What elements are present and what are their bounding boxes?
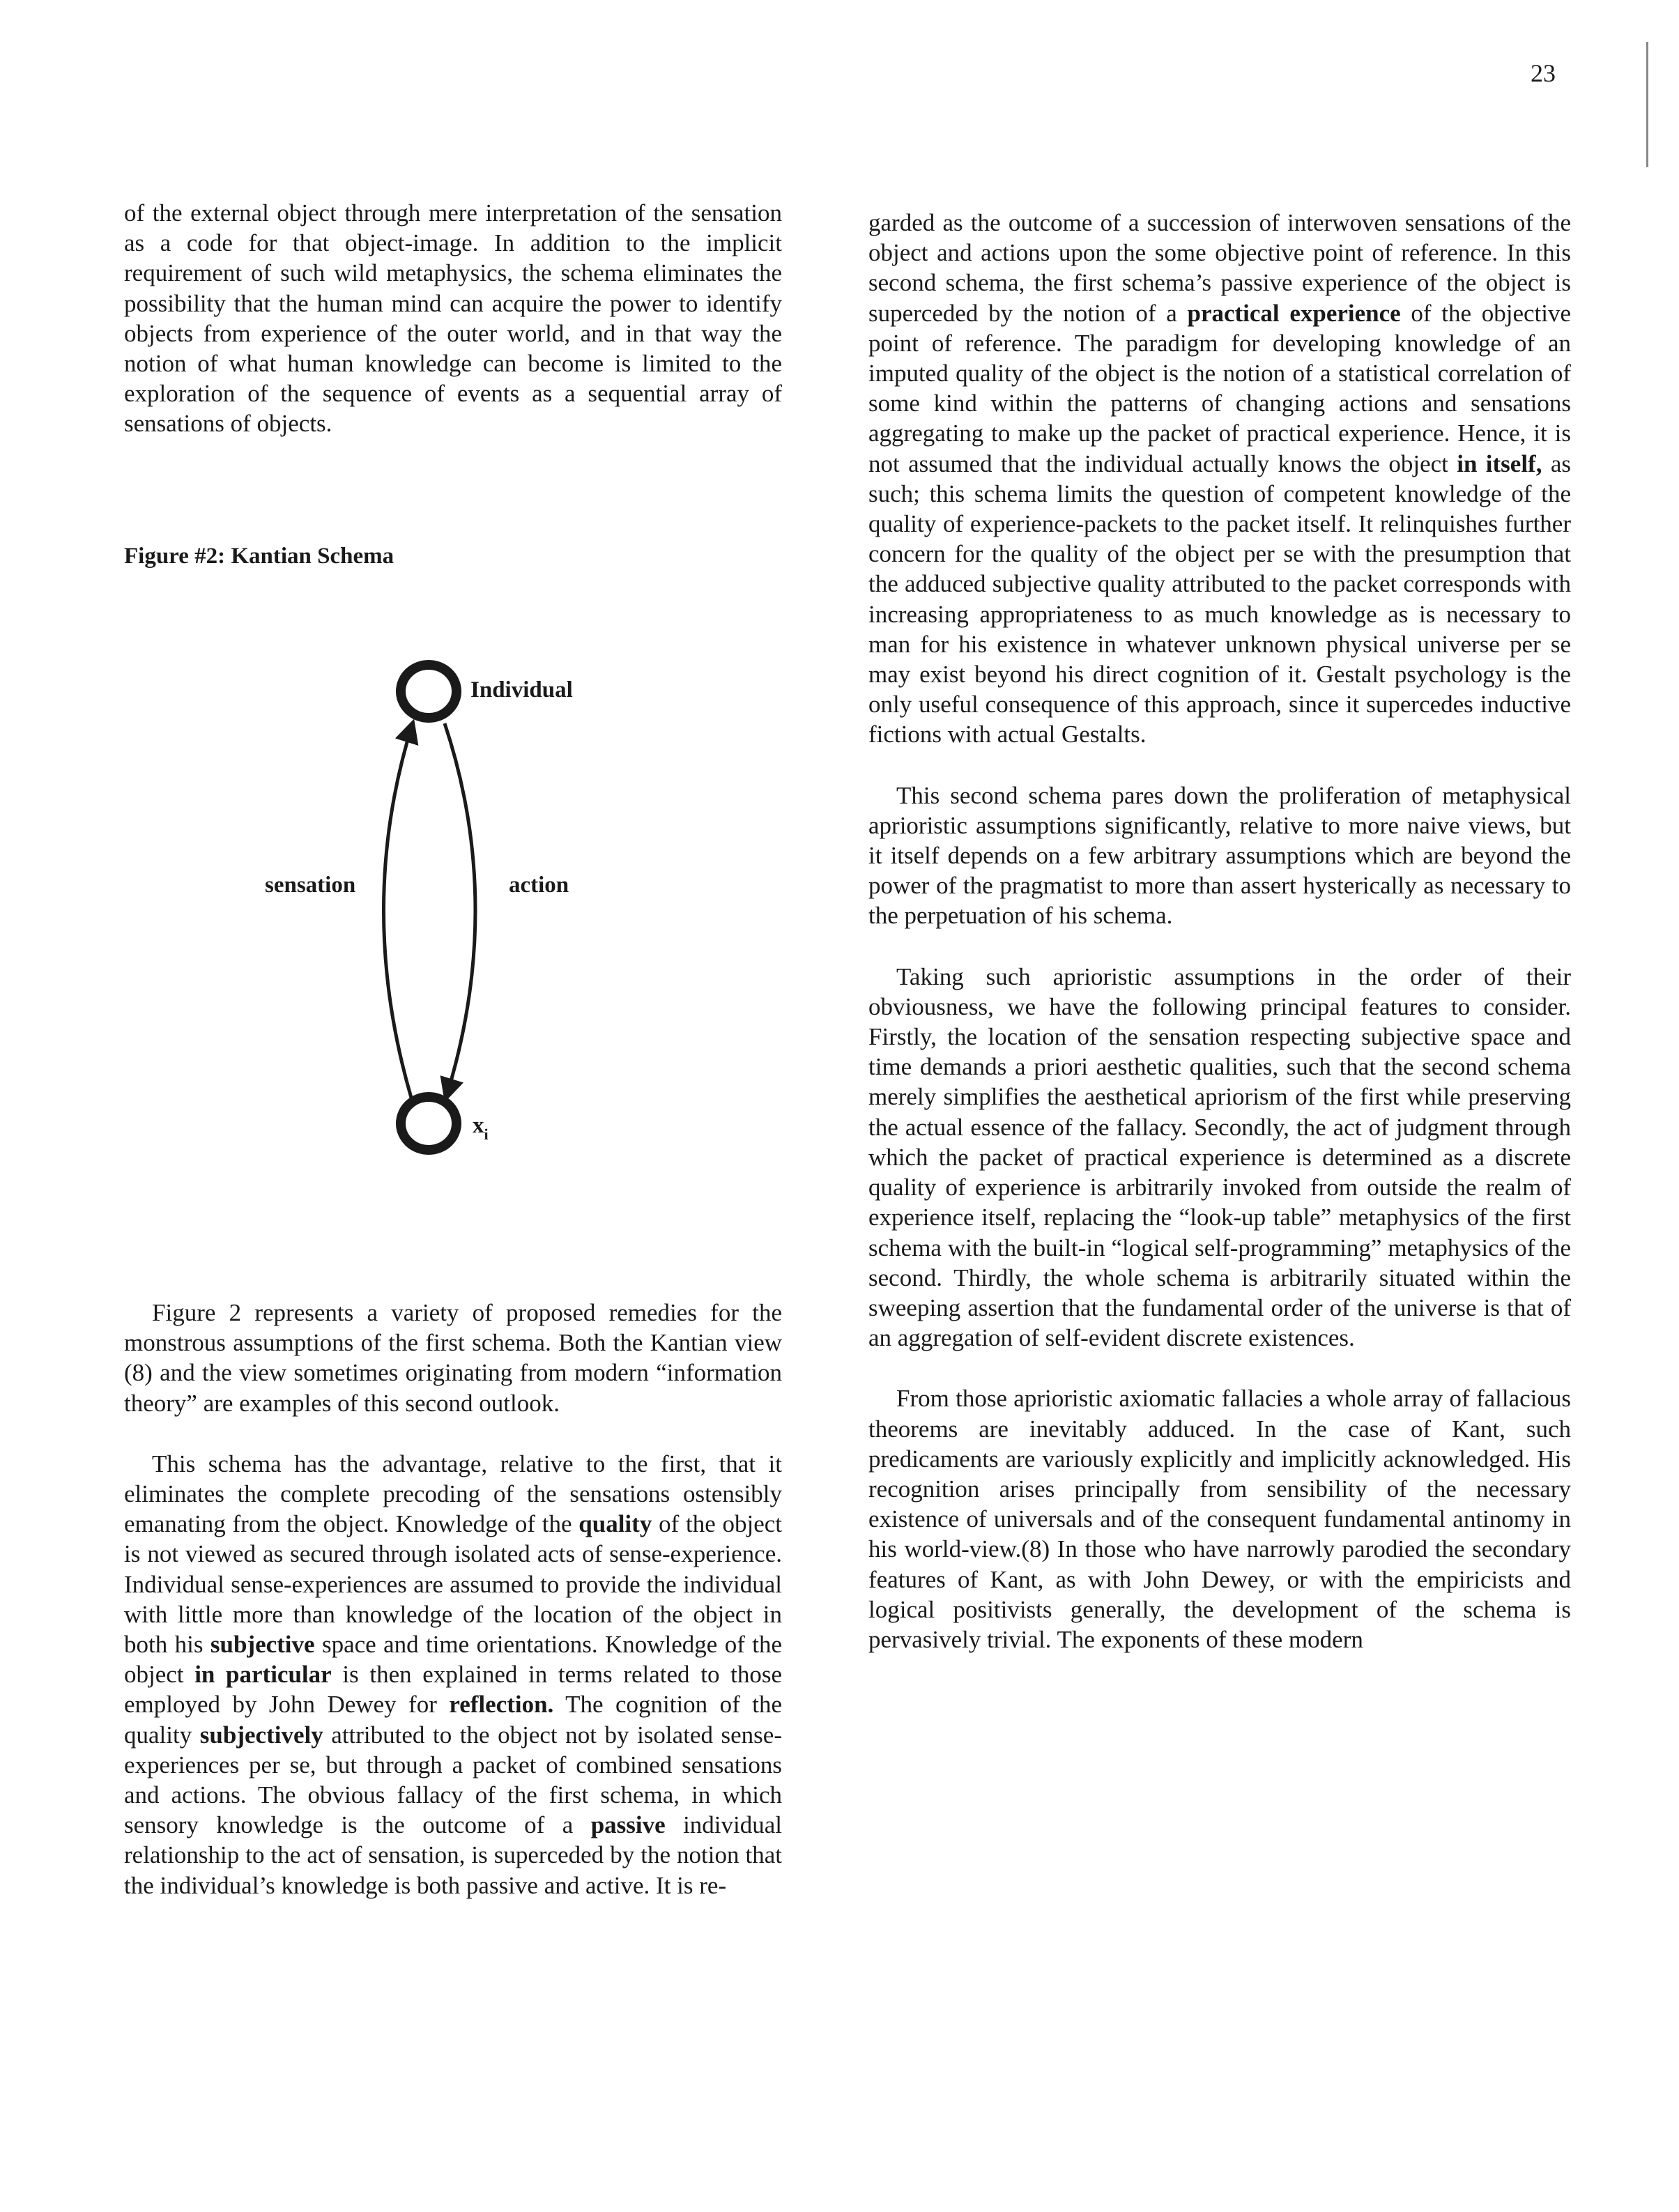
right-paragraph-4: From those aprioristic axiomatic fallacies a whole array of fallacious theorems are inevitably adduced. In the case of Kant, such predicaments are variously explicitly and implicitly acknowledged. His recognition arises principally from sensibility of the necessary existence of universals and of the consequent fundamental antinomy in his world-view.(8) In those who have narrowly parodied the secondary features of Kant, as with John Dewey, or with the empiricists and logical positivists generally, the development of the schema is pervasively trivial. The exponents of these modern [868, 1385, 1571, 1653]
figure-caption: Figure #2: Kantian Schema [124, 544, 394, 569]
margin-rule [1646, 42, 1648, 167]
left-paragraph-3: This schema has the advantage, relative to the first, that it eliminates the complete precoding of the sensations ostensibly emanating from the object. Knowledge of the quality of the object is not viewed as secured through isolated acts of sense-experience. Individual sense-experiences are assumed to provide the individual with little more than knowledge of the location of the object in both his subjective space and time orientations. Knowledge of the object in particular is then explained in terms related to those employed by John Dewey for reflection. The cognition of the quality subjectively attributed to the object not by isolated sense-experiences per se, but through a packet of combined sensations and actions. The obvious fallacy of the first schema, in which sensory knowledge is the outcome of a passive individual relationship to the act of sensation, is superceded by the notion that the individual’s knowledge is both passive and active. It is re- [124, 1450, 783, 1899]
right-column [868, 208, 1571, 1654]
individual-node [401, 665, 457, 718]
object-label: $x_i$ [473, 1113, 489, 1143]
left-paragraph-1: of the external object through mere interpretation of the sensation as a code for that object-image. In addition to the implicit requirement of such wild metaphysics, the schema eliminates the possibility that the human mind can acquire the power to identify objects from experience of the outer world, and in that way the notion of what human knowledge can become is limited to the exploration of the sequence of events as a sequential array of sensations of objects. [124, 199, 782, 438]
right-paragraph-3: Taking such aprioristic assumptions in the order of their obviousness, we have the following principal features to consider. Firstly, the location of the sensation respecting subjective space and time demands a priori aesthetic qualities, such that the second schema merely simplifies the aesthetical apriorism of the first while preserving the actual essence of the fallacy. Secondly, the act of judgment through which the packet of practical experience is determined as a discrete quality of experience is arbitrarily invoked from outside the realm of experience itself, replacing the “look-up table” metaphysics of the first schema with the built-in “logical self-programming” metaphysics of the second. Thirdly, the whole schema is arbitrarily situated within the sweeping assertion that the fundamental order of the universe is that of an aggregation of self-evident discrete existences. [868, 962, 1571, 1352]
object-node [401, 1097, 457, 1150]
action-label: action [509, 873, 569, 898]
right-paragraph-2: This second schema pares down the proliferation of metaphysical aprioristic assumptions significantly, relative to more naive views, but it itself depends on a few arbitrary assumptions which are beyond the power of the pragmatist to more than assert hysterically as necessary to the perpetuation of his schema. [868, 781, 1571, 930]
left-column-top [124, 198, 782, 439]
right-paragraph-1: garded as the outcome of a succession of interwoven sensations of the object and actions upon the some objective point of reference. In this second schema, the first schema’s passive experience of the object is superceded by the notion of a practical experience of the objective point of reference. The paradigm for developing knowledge of an imputed quality of the object is the notion of a statistical correlation of some kind within the patterns of changing actions and sensations aggregating to make up the packet of practical experience. Hence, it is not assumed that the individual actually knows the object in itself, as such; this schema limits the question of competent knowledge of the quality of experience-packets to the packet itself. It relinquishes further concern for the quality of the object per se with the presumption that the adduced subjective quality attributed to the packet corresponds with increasing appropriateness to as much knowledge as is necessary to man for his existence in whatever unknown physical universe per se may exist beyond his direct cognition of it. Gestalt psychology is the only useful consequence of this approach, since it supercedes inductive fictions with actual Gestalts. [868, 209, 1571, 748]
action-arrow [445, 723, 475, 1098]
sensation-label: sensation [265, 873, 356, 898]
individual-label: Individual [470, 677, 573, 702]
kantian-schema-diagram [251, 641, 683, 1171]
left-paragraph-2: Figure 2 represents a variety of proposed remedies for the monstrous assumptions of the first schema. Both the Kantian view (8) and the view sometimes originating from modern “information theory” are examples of this second outlook. [124, 1299, 782, 1417]
left-column-bottom [124, 1298, 782, 1900]
sensation-arrow [383, 723, 413, 1098]
page-number: 23 [1531, 59, 1556, 87]
